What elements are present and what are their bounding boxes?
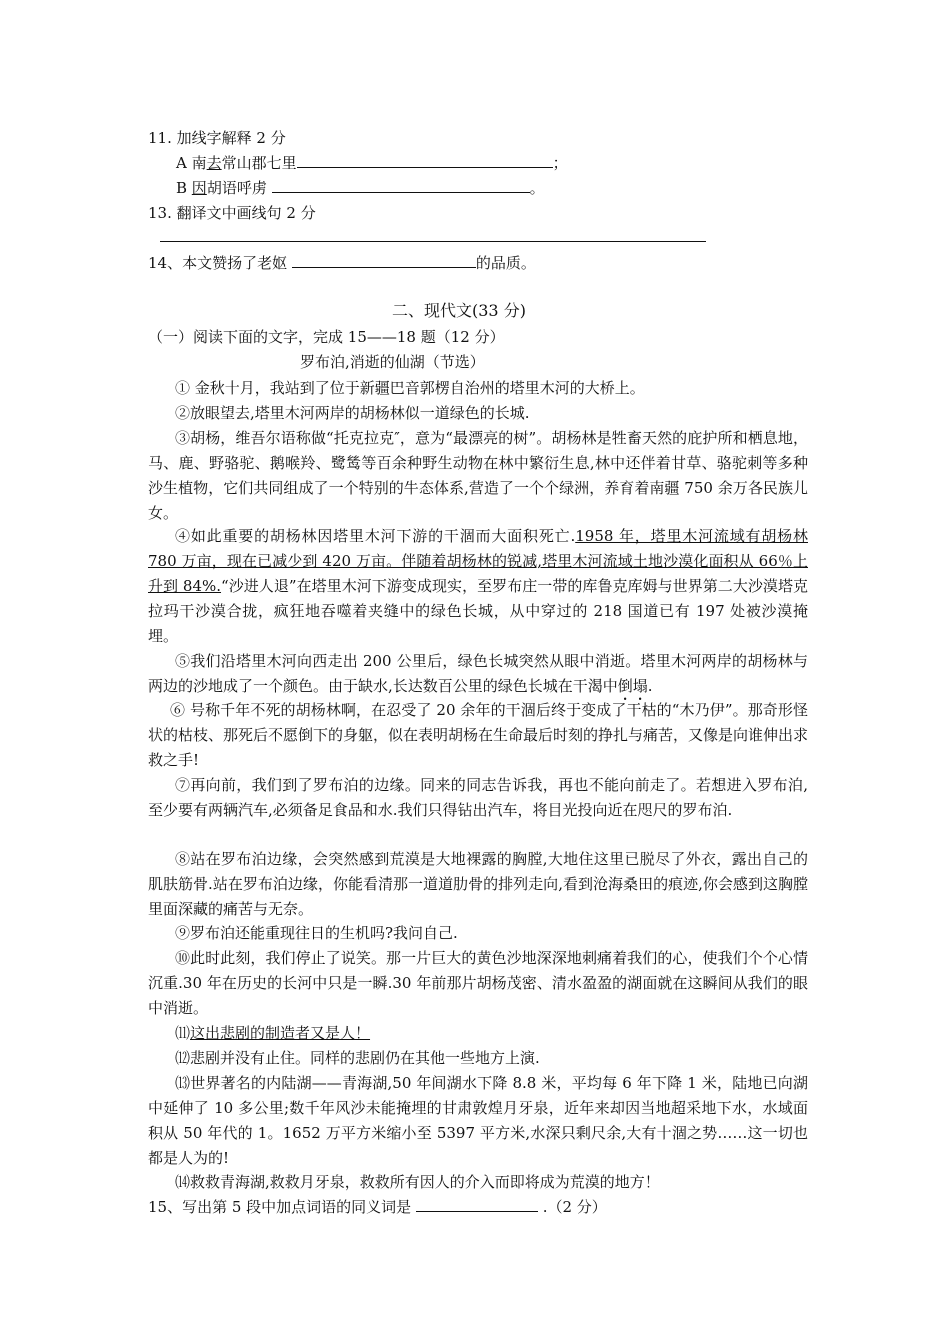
paragraph-14: ⒁救救青海湖,救救月牙泉，救救所有因人的介入而即将成为荒漠的地方！: [175, 1173, 660, 1191]
item-b-text: 胡语呼虏: [206, 179, 272, 197]
paragraph-5-text: ⑤我们沿塔里木河向西走出 200 公里后，绿色长城突然从眼中消逝。塔里木河两岸的胡杨林与两边的沙地成了一个颜色。由于缺水,长达数百公里的绿色长城在干渴中: [148, 652, 808, 695]
item-a-answer-blank[interactable]: [297, 153, 553, 168]
question-11-label: 11. 加线字解释 2 分: [148, 129, 286, 147]
paragraph-8: ⑧站在罗布泊边缘，会突然感到荒漠是大地裸露的胸膛,大地住这里已脱尽了外衣，露出自己的肌肤筋骨.站在罗布泊边缘，你能看清那一道道肋骨的排列走向,看到沧海桑田的痕迹,你会感到这胸膛里面深藏的痛苦与无奈。: [148, 850, 808, 918]
paragraph-1: ① 金秋十月，我站到了位于新疆巴音郭楞自治州的塔里木河的大桥上。: [175, 379, 645, 397]
paragraph-3: ③胡杨，维吾尔语称做“托克拉克″，意为“最漂亮的树”。胡杨林是牲畜天然的庇护所和栖息地，马、鹿、野骆驼、鹅喉羚、鹭鸶等百余种野生动物在林中繁衍生息,林中还伴着甘草、骆驼刺等多种沙生植物，它们共同组成了一个特别的牛态体系,营造了一个个绿洲，养育着南疆 750 余万各民族儿女。: [148, 429, 808, 522]
paragraph-11-number: ⑾: [175, 1024, 191, 1042]
item-a-underlined-word: 去: [206, 154, 222, 172]
paragraph-5-dotted-word: 倒塌: [617, 677, 648, 695]
paragraph-11: [148, 1021, 808, 1046]
paragraph-5: [148, 649, 808, 704]
question-15-text: 15、写出第 5 段中加点词语的同义词是: [148, 1198, 416, 1216]
section-instruction: （一）阅读下面的文字，完成 15——18 题（12 分）: [148, 328, 505, 346]
item-b-underlined-word: 因: [191, 179, 207, 197]
paragraph-9: ⑨罗布泊还能重现往日的生机吗?我问自己.: [175, 924, 458, 942]
question-11-item-b: [176, 178, 545, 198]
question-11-item-a: [176, 153, 568, 173]
question-13-label: 13. 翻译文中画线句 2 分: [148, 204, 316, 222]
question-13-answer-line[interactable]: [160, 241, 706, 242]
paragraph-11-underlined-sentence: 这出悲剧的制造者又是人！: [190, 1024, 371, 1042]
article-title: 罗布泊,消逝的仙湖（节选）: [300, 353, 485, 371]
question-15: [148, 1197, 607, 1217]
item-a-text: 常山郡七里: [221, 154, 297, 172]
paragraph-5-end: .: [647, 677, 653, 695]
paragraph-10: ⑩此时此刻，我们停止了说笑。那一片巨大的黄色沙地深深地刺痛着我们的心，使我们个个心情沉重.30 年在历史的长河中只是一瞬.30 年前那片胡杨茂密、清水盈盈的湖面就在这瞬间从我们的眼中消逝。: [148, 949, 808, 1017]
question-14-suffix: 的品质。: [475, 254, 536, 272]
question-15-answer-blank[interactable]: [416, 1197, 538, 1212]
question-14: [148, 253, 536, 273]
question-15-points: .（2 分）: [537, 1198, 607, 1216]
paragraph-12: ⑿悲剧并没有止住。同样的悲剧仍在其他一些地方上演.: [175, 1049, 540, 1067]
item-a-prefix: A 南: [176, 154, 207, 172]
paragraph-2: ②放眼望去,塔里木河两岸的胡杨林似一道绿色的长城.: [175, 404, 530, 422]
item-b-end: 。: [529, 179, 545, 197]
section-title: 二、现代文(33 分): [392, 301, 526, 320]
paragraph-4-lead: ④如此重要的胡杨林因塔里木河下游的干涸而大面积死亡.: [175, 527, 576, 545]
paragraph-4: [148, 524, 808, 649]
item-b-answer-blank[interactable]: [272, 178, 530, 193]
paragraph-13: ⒀世界著名的内陆湖——青海湖,50 年间湖水下降 8.8 米，平均每 6 年下降 1 米，陆地已向湖中延伸了 10 多公里;数千年风沙未能掩埋的甘肃敦煌月牙泉，近年来却因当地超采地下水，水域面积从 50 年代的 1。1652 万平方米缩小至 5397 平方米,水深只剩尺余,大有十涸之势……这一切也都是人为的!: [148, 1074, 808, 1167]
question-14-answer-blank[interactable]: [292, 253, 476, 268]
item-a-end: ；: [552, 154, 568, 172]
item-b-prefix: B: [176, 179, 192, 197]
paragraph-7: ⑦再向前，我们到了罗布泊的边缘。同来的同志告诉我，再也不能向前走了。若想进入罗布泊,至少要有两辆汽车,必须备足食品和水.我们只得钻出汽车，将目光投向近在咫尺的罗布泊.: [148, 776, 808, 819]
paragraph-4-underlined-sentence: 1958 年，塔里木河流域有胡杨林 780 万亩，现在已减少到 420 万亩。伴随着胡杨林的锐减,塔里木河流域土地沙漠化面积从 66％上升到 84%.: [148, 527, 808, 595]
paragraph-4-rest: “沙进人退”在塔里木河下游变成现实，至罗布庄一带的库鲁克库姆与世界第二大沙漠塔克拉玛干沙漠合拢，疯狂地吞噬着夹缝中的绿色长城，从中穿过的 218 国道已有 197 处被沙漠掩埋。: [148, 577, 808, 645]
question-14-text: 14、本文赞扬了老妪: [148, 254, 292, 272]
paragraph-6: ⑥ 号称千年不死的胡杨林啊，在忍受了 20 余年的干涸后终于变成了干枯的“木乃伊”。那奇形怪状的枯枝、那死后不愿倒下的身躯，似在表明胡杨在生命最后时刻的挣扎与痛苦，又像是向谁伸出求救之手!: [148, 701, 809, 769]
